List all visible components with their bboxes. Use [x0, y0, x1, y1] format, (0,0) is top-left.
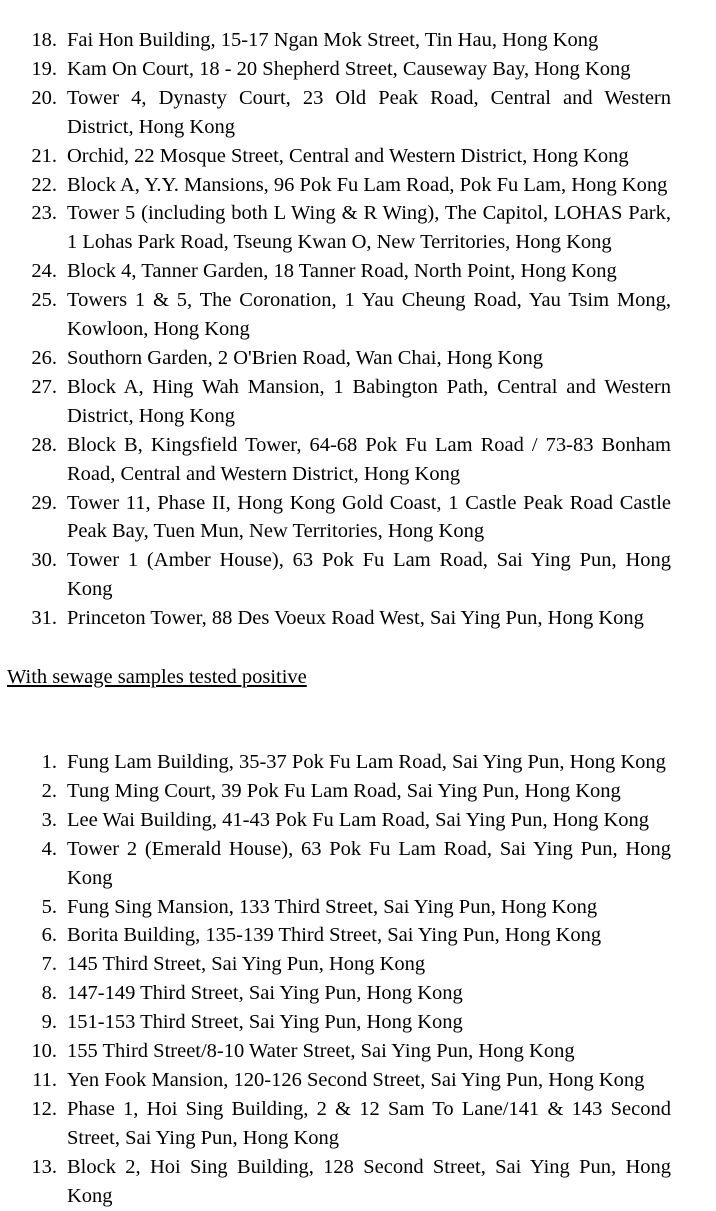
list-item-number: 4. [41, 837, 57, 860]
list-item-number: 12. [31, 1097, 57, 1120]
list-item-number: 19. [31, 57, 57, 80]
list-item-address: Kam On Court, 18 - 20 Shepherd Street, Causeway Bay, Hong Kong [67, 57, 631, 80]
list-item-number: 30. [31, 549, 57, 572]
list-item-number: 1. [41, 751, 57, 774]
list-item [0, 257, 671, 286]
list-item [0, 26, 671, 55]
list-item [0, 286, 671, 344]
list-item-address: Block 2, Hoi Sing Building, 128 Second Street, Sai Ying Pun, Hong Kong [67, 1155, 671, 1207]
list-item [0, 199, 671, 257]
list-item-address: Tower 5 (including both L Wing & R Wing), The Capitol, LOHAS Park, 1 Lohas Park Road, Tseung Kwan O, New Territories, Hong Kong [67, 202, 671, 254]
list-item [0, 142, 671, 171]
list-item-address: 147-149 Third Street, Sai Ying Pun, Hong Kong [67, 982, 463, 1005]
list-item [0, 748, 671, 777]
list-item-number: 2. [41, 779, 57, 802]
document-body [0, 26, 716, 1211]
list-item [0, 1037, 671, 1066]
list-item [0, 431, 671, 489]
list-item-number: 13. [31, 1155, 57, 1178]
list-item-address: 155 Third Street/8-10 Water Street, Sai Ying Pun, Hong Kong [67, 1040, 575, 1063]
list-item-address: Tower 11, Phase II, Hong Kong Gold Coast, 1 Castle Peak Road Castle Peak Bay, Tuen Mun, New Territories, Hong Kong [67, 491, 671, 543]
list-item [0, 950, 671, 979]
list-item [0, 979, 671, 1008]
list-item-address: Block A, Hing Wah Mansion, 1 Babington Path, Central and Western District, Hong Kong [67, 375, 671, 427]
list-item-number: 31. [31, 607, 57, 630]
list-item-number: 9. [41, 1011, 57, 1034]
list-item-address: 145 Third Street, Sai Ying Pun, Hong Kong [67, 953, 426, 976]
list-item-number: 23. [31, 202, 57, 225]
list-item-address: Phase 1, Hoi Sing Building, 2 & 12 Sam To Lane/141 & 143 Second Street, Sai Ying Pun, Hong Kong [67, 1097, 671, 1149]
list-item-number: 6. [41, 924, 57, 947]
list-item [0, 806, 671, 835]
list-item [0, 1095, 671, 1153]
list-item [0, 373, 671, 431]
list-item [0, 344, 671, 373]
list-item-address: Towers 1 & 5, The Coronation, 1 Yau Cheung Road, Yau Tsim Mong, Kowloon, Hong Kong [67, 289, 671, 341]
list-item-address: Block 4, Tanner Garden, 18 Tanner Road, North Point, Hong Kong [67, 260, 617, 283]
list-item-address: Lee Wai Building, 41-43 Pok Fu Lam Road, Sai Ying Pun, Hong Kong [67, 808, 650, 831]
section-heading-text: With sewage samples tested positive [7, 666, 307, 689]
list-item [0, 489, 671, 547]
list-item-number: 11. [32, 1069, 57, 1091]
list-item [0, 84, 671, 142]
list-item-address: Tower 2 (Emerald House), 63 Pok Fu Lam Road, Sai Ying Pun, Hong Kong [67, 837, 671, 889]
list-item-address: 151-153 Third Street, Sai Ying Pun, Hong Kong [67, 1011, 463, 1034]
list-item-address: Tower 1 (Amber House), 63 Pok Fu Lam Road, Sai Ying Pun, Hong Kong [67, 549, 671, 601]
list-item-address: Tower 4, Dynasty Court, 23 Old Peak Road, Central and Western District, Hong Kong [67, 86, 671, 138]
list-item-number: 7. [41, 953, 57, 976]
list-item-address: Princeton Tower, 88 Des Voeux Road West, Sai Ying Pun, Hong Kong [67, 607, 644, 630]
list-item-number: 25. [31, 289, 57, 312]
list-item [0, 1153, 671, 1211]
list-item-number: 29. [31, 491, 57, 514]
list-item-number: 5. [41, 895, 57, 918]
list-item-address: Borita Building, 135-139 Third Street, Sai Ying Pun, Hong Kong [67, 924, 602, 947]
list-item [0, 921, 671, 950]
list-item [0, 604, 671, 633]
list-item-address: Fung Lam Building, 35-37 Pok Fu Lam Road, Sai Ying Pun, Hong Kong [67, 751, 666, 774]
list-item [0, 835, 671, 893]
list-item-number: 28. [31, 433, 57, 456]
list-item-address: Block B, Kingsfield Tower, 64-68 Pok Fu Lam Road / 73-83 Bonham Road, Central and Western District, Hong Kong [67, 433, 671, 485]
list-item-address: Tung Ming Court, 39 Pok Fu Lam Road, Sai Ying Pun, Hong Kong [67, 779, 621, 802]
list-item-number: 3. [41, 808, 57, 831]
list-item-number: 20. [31, 86, 57, 109]
list-item [0, 1008, 671, 1037]
list-item [0, 777, 671, 806]
list-item-address: Yen Fook Mansion, 120-126 Second Street, Sai Ying Pun, Hong Kong [67, 1069, 645, 1091]
list-item [0, 546, 671, 604]
list-item [0, 171, 671, 200]
list-item [0, 893, 671, 922]
list-item-number: 22. [31, 173, 57, 196]
list-item [0, 1066, 671, 1095]
list-item-number: 26. [31, 346, 57, 369]
list-item-number: 21. [31, 144, 57, 167]
list-item-address: Fai Hon Building, 15-17 Ngan Mok Street, Tin Hau, Hong Kong [67, 29, 599, 51]
section-heading [0, 633, 716, 748]
list-item-address: Orchid, 22 Mosque Street, Central and Western District, Hong Kong [67, 144, 629, 167]
list-item-number: 27. [31, 375, 57, 398]
list-item-number: 8. [41, 982, 57, 1005]
address-list-sewage-positive [0, 748, 716, 1211]
list-item-address: Block A, Y.Y. Mansions, 96 Pok Fu Lam Road, Pok Fu Lam, Hong Kong [67, 173, 668, 196]
list-item [0, 55, 671, 84]
address-list-continued [0, 26, 716, 633]
list-item-number: 24. [31, 260, 57, 283]
list-item-address: Fung Sing Mansion, 133 Third Street, Sai Ying Pun, Hong Kong [67, 895, 598, 918]
list-item-address: Southorn Garden, 2 O'Brien Road, Wan Chai, Hong Kong [67, 346, 543, 369]
list-item-number: 10. [31, 1040, 57, 1063]
list-item-number: 18. [31, 29, 57, 51]
